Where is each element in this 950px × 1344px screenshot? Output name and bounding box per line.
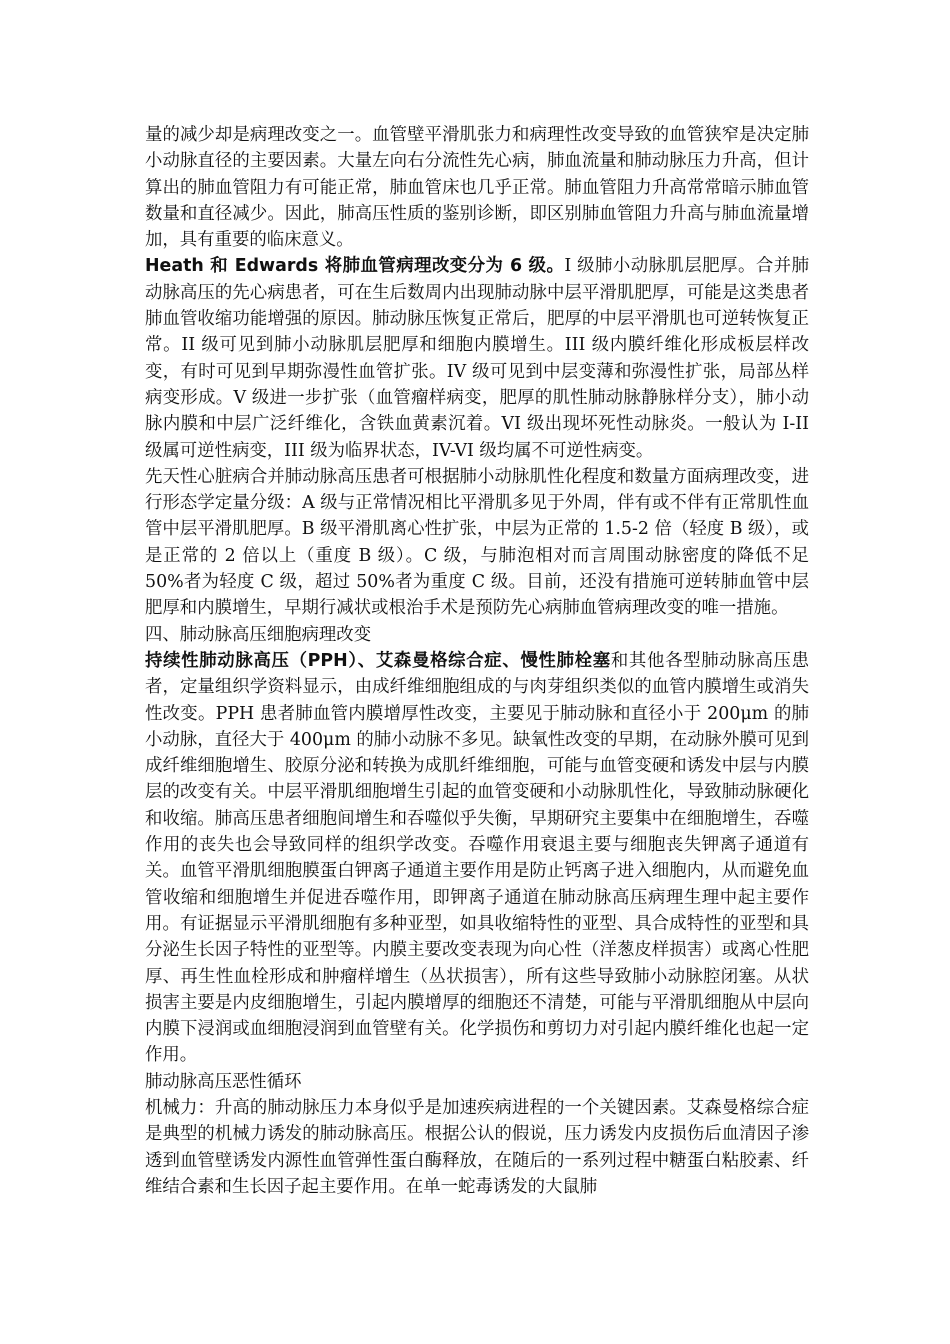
paragraph-cell-pathology [145,648,809,1069]
cell-pathology-text: 和其他各型肺动脉高压患者，定量组织学资料显示，由成纤维细胞组成的与肉芽组织类似的血管内膜增生或消失性改变。PPH 患者肺血管内膜增厚性改变，主要见于肺动脉和直径小于 200μm 的肺小动脉，直径大于 400μm 的肺小动脉不多见。缺氧性改变的早期，在动脉外膜可见到成纤维细胞增生、胶原分泌和转换为成肌纤维细胞，可能与血管变硬和诱发中层与内膜层的改变有关。中层平滑肌细胞增生引起的血管变硬和小动脉肌性化，导致肺动脉硬化和收缩。肺高压患者细胞间增生和吞噬似乎失衡，早期研究主要集中在细胞增生，吞噬作用的丧失也会导致同样的组织学改变。吞噬作用衰退主要与细胞丧失钾离子通道有关。血管平滑肌细胞膜蛋白钾离子通道主要作用是防止钙离子进入细胞内，从而避免血管收缩和细胞增生并促进吞噬作用，即钾离子通道在肺动脉高压病理生理中起主要作用。有证据显示平滑肌细胞有多种亚型，如具收缩特性的亚型、具合成特性的亚型和具分泌生长因子特性的亚型等。内膜主要改变表现为向心性（洋葱皮样损害）或离心性肥厚、再生性血栓形成和肿瘤样增生（丛状损害），所有这些导致肺小动脉腔闭塞。从状损害主要是内皮细胞增生，引起内膜增厚的细胞还不清楚，可能与平滑肌细胞从中层向内膜下浸润或血细胞浸润到血管壁有关。化学损伤和剪切力对引起内膜纤维化也起一定作用。 [145,650,809,1066]
paragraph-morphometric-grading: 先天性心脏病合并肺动脉高压患者可根据肺小动脉肌性化程度和数量方面病理改变，进行形态学定量分级：A 级与正常情况相比平滑肌多见于外周，伴有或不伴有正常肌性血管中层平滑肌肥厚。B 级平滑肌离心性扩张，中层为正常的 1.5-2 倍（轻度 B 级），或是正常的 2 倍以上（重度 B 级）。C 级，与肺泡相对而言周围动脉密度的降低不足 50%者为轻度 C 级，超过 50%者为重度 C 级。目前，还没有措施可逆转肺血管中层肥厚和内膜增生，早期行减状或根治手术是预防先心病肺血管病理改变的唯一措施。 [145,466,809,619]
paragraph-mechanical-force: 机械力：升高的肺动脉压力本身似乎是加速疾病进程的一个关键因素。艾森曼格综合症是典型的机械力诱发的肺动脉高压。根据公认的假说，压力诱发内皮损伤后血清因子渗透到血管壁诱发内源性血管弹性蛋白酶释放，在随后的一系列过程中糖蛋白粘胶素、纤维结合素和生长因子起主要作用。在单一蛇毒诱发的大鼠肺 [145,1097,809,1197]
document-body [145,122,809,1200]
heath-edwards-text: I 级肺小动脉肌层肥厚。合并肺动脉高压的先心病患者，可在生后数周内出现肺动脉中层平滑肌肥厚，可能是这类患者肺血管收缩功能增强的原因。肺动脉压恢复正常后，肥厚的中层平滑肌也可逆转恢复正常。II 级可见到肺小动脉肌层肥厚和细胞内膜增生。III 级内膜纤维化形成板层样改变，有时可见到早期弥漫性血管扩张。IV 级可见到中层变薄和弥漫性扩张，局部丛样病变形成。V 级进一步扩张（血管瘤样病变，肥厚的肌性肺动脉静脉样分支），肺小动脉内膜和中层广泛纤维化，含铁血黄素沉着。VI 级出现坏死性动脉炎。一般认为 I-II 级属可逆性病变，III 级为临界状态，IV-VI 级均属不可逆性病变。 [145,256,809,461]
section-heading-cell-pathology: 四、肺动脉高压细胞病理改变 [145,624,372,645]
section-heading-vicious-cycle: 肺动脉高压恶性循环 [145,1071,302,1092]
heath-edwards-lead: Heath 和 Edwards 将肺血管病理改变分为 6 级。 [145,256,565,277]
cell-pathology-lead: 持续性肺动脉高压（PPH）、艾森曼格综合症、慢性肺栓塞 [145,650,611,671]
paragraph-heath-edwards [145,253,809,463]
paragraph-vascular-resistance: 量的减少却是病理改变之一。血管壁平滑肌张力和病理性改变导致的血管狭窄是决定肺小动脉直径的主要因素。大量左向右分流性先心病，肺血流量和肺动脉压力升高，但计算出的肺血管阻力有可能正常，肺血管床也几乎正常。肺血管阻力升高常常暗示肺血管数量和直径减少。因此，肺高压性质的鉴别诊断，即区别肺血管阻力升高与肺血流量增加，具有重要的临床意义。 [145,125,809,251]
